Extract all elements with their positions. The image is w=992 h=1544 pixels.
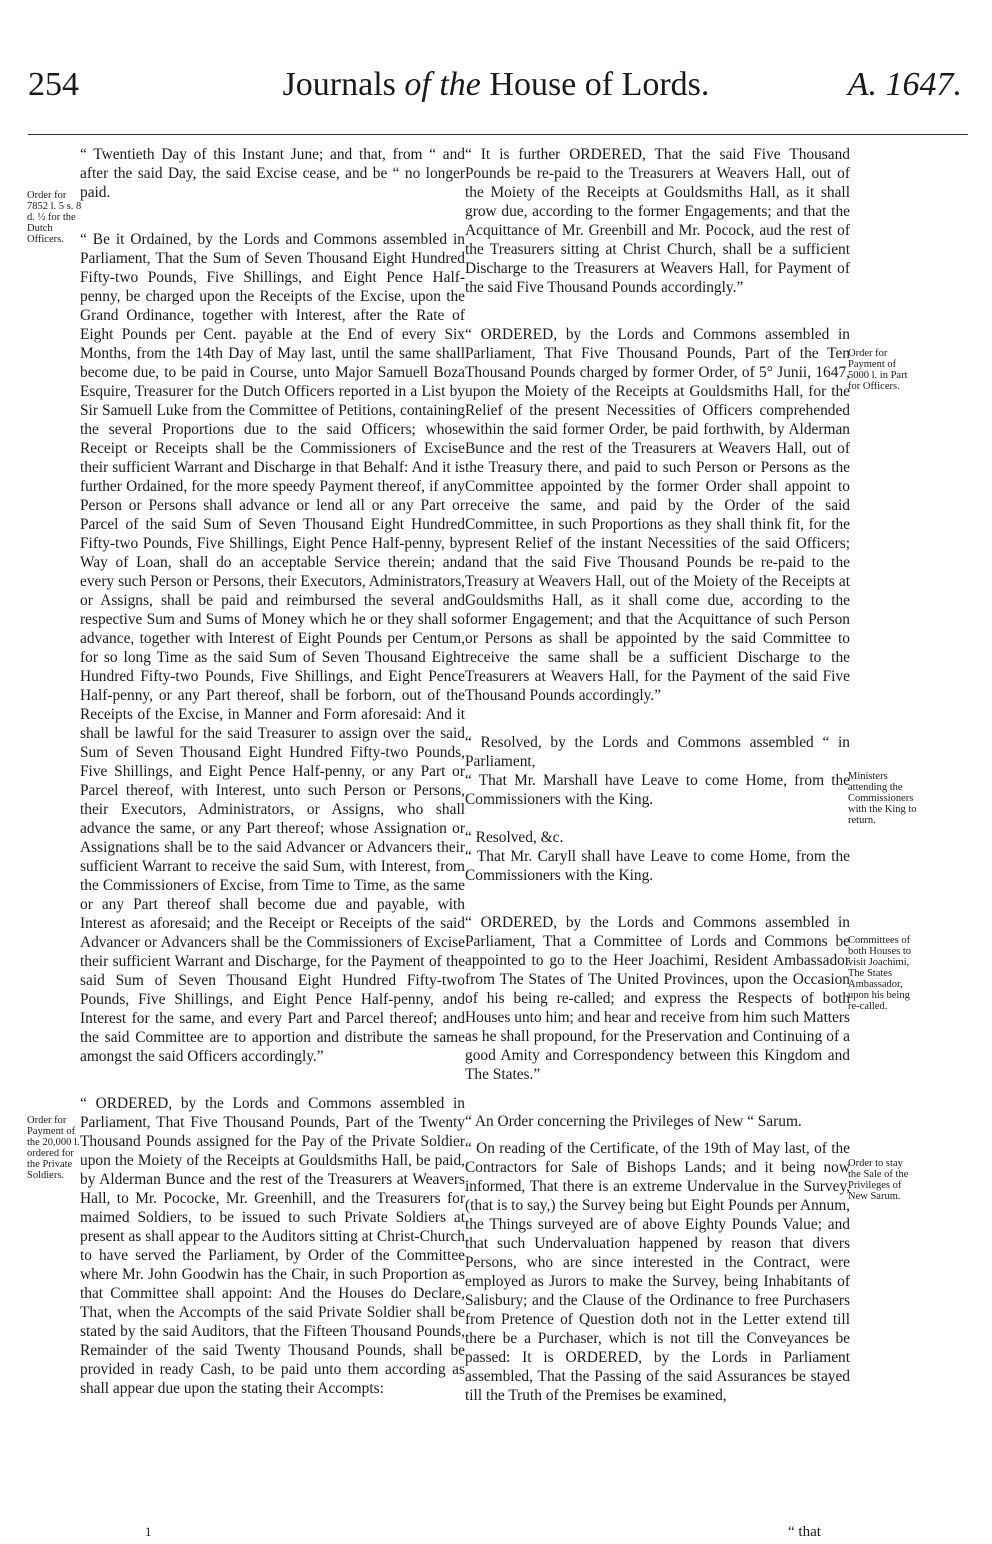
running-title <box>0 66 992 104</box>
title-house-of-lords: House of Lords. <box>480 66 710 103</box>
right-paragraph-3b: “ That Mr. Marshall have Leave to come Home, from the Commissioners with the King. <box>465 772 850 808</box>
right-column <box>465 145 850 1405</box>
left-paragraph-1: “ Twentieth Day of this Instant June; and that, from “ and after the said Day, the said Excise cease, and be “ no longer paid. <box>80 146 465 201</box>
signature-mark: 1 <box>145 1524 152 1539</box>
right-paragraph-4a: “ Resolved, &c. <box>465 829 564 846</box>
title-journals: Journals <box>282 66 396 103</box>
margin-note-new-sarum: Order to stay the Sale of the Privileges of New Sarum. <box>848 1158 909 1202</box>
right-paragraph-4b: “ That Mr. Caryll shall have Leave to come Home, from the Commissioners with the King. <box>465 848 850 884</box>
margin-note-joachimi: Committees of both Houses to visit Joachimi, The States Ambassador, upon his being re-called. <box>848 935 911 1012</box>
margin-note-private-soldiers: Order for Payment of the 20,000 l. ordered for the Private Soldiers. <box>27 1115 80 1181</box>
page-number: 254 <box>28 66 79 103</box>
margin-note-ministers: Ministers attending the Commissioners with the King to return. <box>848 771 917 826</box>
right-paragraph-1: “ It is further ORDERED, That the said Five Thousand Pounds be re-paid to the Treasurers at Weavers Hall, out of the Moiety of the Receipts at Gouldsmiths Hall, as it shall grow due, according to the former Engagements; and that the Acquittance of Mr. Greenbill and Mr. Pocock, aud the rest of the Treasurers sitting at Christ Church, shall be a sufficient Discharge to the Treasurers at Weavers Hall, for Payment of the said Five Thousand Pounds accordingly.” <box>465 146 850 296</box>
title-the: the <box>439 66 481 103</box>
page-year: A. 1647. <box>847 66 962 103</box>
title-of: of <box>395 66 440 103</box>
catchword: “ that <box>788 1524 821 1540</box>
right-paragraph-6: “ An Order concerning the Privileges of New “ Sarum. <box>465 1113 802 1130</box>
margin-note-dutch-officers: Order for 7852 l. 5 s. 8 d. ½ for the Dutch Officers. <box>27 190 82 245</box>
left-column <box>80 145 465 1398</box>
header-rule <box>28 134 968 135</box>
right-paragraph-3a: “ Resolved, by the Lords and Commons assembled “ in Parliament, <box>465 734 850 770</box>
right-paragraph-7: “ On reading of the Certificate, of the 19th of May last, of the Contractors for Sale of Bishops Lands; and it being now informed, That there is an extreme Undervalue in the Survey, (that is to say,) the Survey being but Eight Pounds per Annum, the Things surveyed are of above Eighty Pounds Value; and that such Undervaluation happened by reason that divers Persons, who are since interested in the Contract, were employed as Jurors to make the Survey, being Inhabitants of Salisbury; and the Clause of the Ordinance to free Purchasers from Pretence of Question doth not in the Letter extend till there be a Purchaser, which is not till the Conveyances be passed: It is ORDERED, by the Lords in Parliament assembled, That the Passing of the said Assurances be stayed till the Truth of the Premises be examined, <box>465 1140 851 1404</box>
page-header <box>0 66 992 136</box>
margin-note-payment-officers: Order for Payment of 5000 l. in Part for Officers. <box>848 348 908 392</box>
left-paragraph-2: “ Be it Ordained, by the Lords and Commons assembled in Parliament, That the Sum of Seven Thousand Eight Hundred Fifty-two Pounds, Five Shillings, and Eight Pence Half-penny, be charged upon the Receipts of the Excise, upon the Grand Ordinance, together with Interest, after the Rate of Eight Pounds per Cent. payable at the End of every Six Months, from the 14th Day of May last, until the same shall become due, to be paid in Course, unto Major Samuell Boza Esquire, Treasurer for the Dutch Officers reported in a List by Sir Samuell Luke from the Committee of Petitions, containing the several Proportions due to the said Officers; whose Receipt or Receipts shall be the Commissioners of Excise their sufficient Warrant and Discharge in that Behalf: And it is further Ordained, for the more speedy Payment thereof, if any Person or Persons shall advance or lend all or any Part or Parcel of the said Sum of Seven Thousand Eight Hundred Fifty-two Pounds, Five Shillings, Eight Pence Half-penny, by Way of Loan, shall do an acceptable Service therein; and every such Person or Persons, their Executors, Administrators, or Assigns, shall be paid and reimbursed the several and respective Sum and Sums of Money which he or they shall so advance, together with Interest of Eight Pounds per Centum, for so long Time as the said Sum of Seven Thousand Eight Hundred Fifty-two Pounds, Five Shillings, and Eight Pence Half-penny, or any Part thereof, shall be forborn, out of the Receipts of the Excise, in Manner and Form aforesaid: And it shall be lawful for the said Treasurer to assign over the said Sum of Seven Thousand Eight Hundred Fifty-two Pounds, Five Shillings, and Eight Pence Half-penny, or any Part or Parcel thereof, with Interest, unto such Person or Persons, their Executors, Administrators, or Assigns, who shall advance the same, or any Part thereof; whose Assignation or Assignations shall be to the said Advancer or Advancers their sufficient Warrant to receive the said Sum, with Interest, from the Commissioners of Excise, from Time to Time, as the same or any Part thereof shall become due and payable, with Interest as aforesaid; and the Receipt or Receipts of the said Advancer or Advancers shall be the Commissioners of Excise their sufficient Warrant and Discharge, for the Payment of the said Sum of Seven Thousand Eight Hundred Fifty-two Pounds, Five Shillings, and Eight Pence Half-penny, and Interest for the same, and every Part and Parcel thereof; and the said Committee are to apportion and distribute the same amongst the said Officers accordingly.” <box>80 231 465 1065</box>
left-paragraph-3: “ ORDERED, by the Lords and Commons assembled in Parliament, That Five Thousand Pounds, Part of the Twenty Thousand Pounds assigned for the Pay of the Private Soldier upon the Moiety of the Receipts at Gouldsmiths Hall, be paid, by Alderman Bunce and the rest of the Treasurers at Weavers Hall, to Mr. Pococke, Mr. Greenhill, and the Treasurers for maimed Soldiers, to be issued to such Private Soldiers at present as shall appear to the Auditors sitting at Christ-Church to have served the Parliament, by Order of the Committee where Mr. John Goodwin has the Chair, in such Proportion as that Committee shall appoint: And the Houses do Declare, That, when the Accompts of the said Private Soldier shall be stated by the said Auditors, that the Fifteen Thousand Pounds, Remainder of the said Twenty Thousand Pounds, shall be provided in ready Cash, to be paid unto them according as shall appear due upon the stating their Accompts: <box>80 1095 465 1397</box>
right-paragraph-2: “ ORDERED, by the Lords and Commons assembled in Parliament, That Five Thousand Pounds, Part of the Ten Thousand Pounds charged by former Order, of 5° Junii, 1647, upon the Moiety of the Receipts at Gouldsmiths Hall, for the Relief of the present Necessities of Officers comprehended within the said former Order, be paid forthwith, by Alderman Bunce and the rest of the Treasurers at Weavers Hall, out of the Treasury there, and paid to such Person or Persons as the Committee appointed by the former Order shall appoint to receive the same, and paid by the Order of the said Committee, in such Proportions as they shall think fit, for the present Relief of the instant Necessities of the said Officers; and that the said Five Thousand Pounds be re-paid to the Treasury at Weavers Hall, out of the Moiety of the Receipts at Gouldsmiths Hall, as it shall come due, according to the former Engagement; and that the Acquittance of such Person or Persons as shall be appointed by the said Committee to receive the same shall be a sufficient Discharge to the Treasurers at Weavers Hall, for the Payment of the said Five Thousand Pounds accordingly.” <box>465 326 850 704</box>
right-paragraph-5: “ ORDERED, by the Lords and Commons assembled in Parliament, That a Committee of Lords and Commons be appointed to go to the Heer Joachimi, Resident Ambassador from The States of The United Provinces, upon the Occasion of his being re-called; and express the Respects of both Houses unto him; and hear and receive from him such Matters as he shall propound, for the Preservation and Continuing of a good Amity and Correspondency between this Kingdom and The States.” <box>465 914 850 1083</box>
